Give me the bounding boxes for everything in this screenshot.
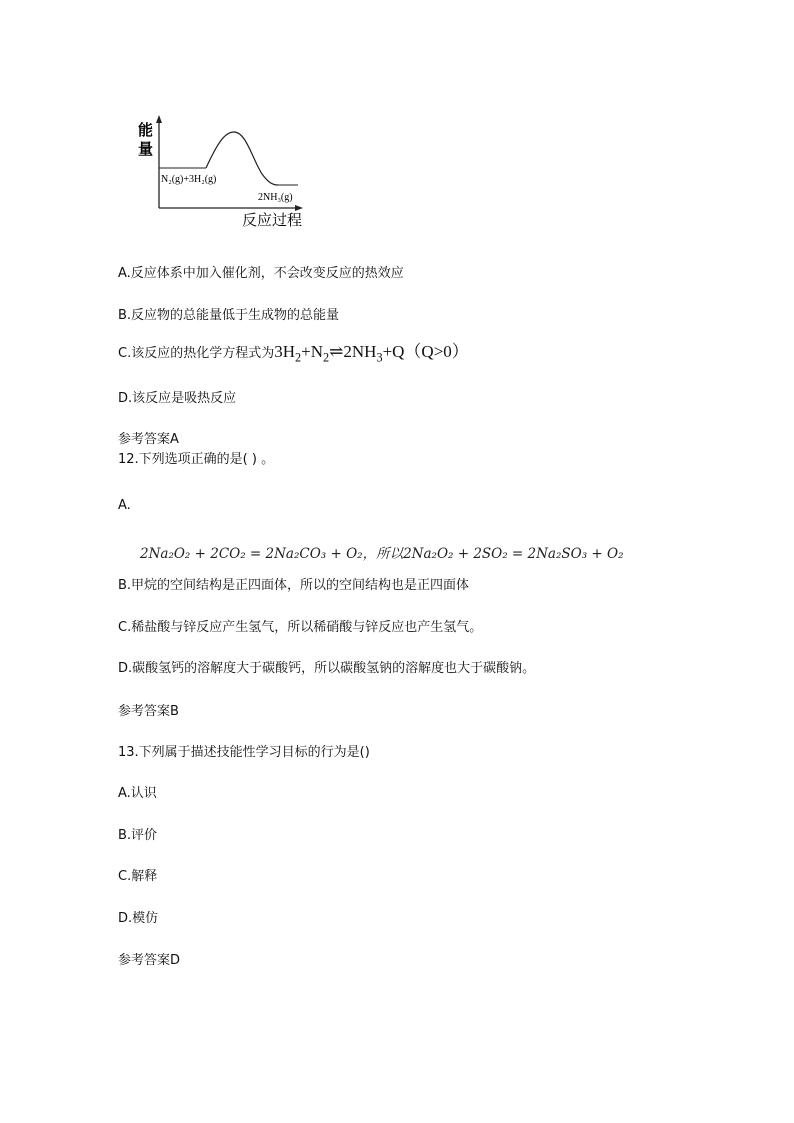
q13-answer: 参考答案D bbox=[118, 953, 181, 968]
x-axis-arrow bbox=[295, 205, 303, 211]
q12-option-a-formula bbox=[140, 542, 624, 562]
energy-diagram bbox=[130, 112, 330, 237]
q12-option-b: B.甲烷的空间结构是正四面体，所以的空间结构也是正四面体 bbox=[118, 578, 470, 593]
q12-formula-mid: ，所以 bbox=[362, 546, 404, 562]
q11-answer: 参考答案A bbox=[118, 432, 179, 447]
products-label: 2NH₃(g) bbox=[258, 192, 293, 203]
q12-option-a-label: A. bbox=[118, 498, 131, 513]
q12-option-d: D.碳酸氢钙的溶解度大于碳酸钙，所以碳酸氢钠的溶解度也大于碳酸钠。 bbox=[118, 661, 536, 676]
q13-stem: 13.下列属于描述技能性学习目标的行为是() bbox=[118, 745, 370, 760]
reactants-label: N₂(g)+3H₂(g) bbox=[161, 174, 217, 185]
q11-option-d: D.该反应是吸热反应 bbox=[118, 391, 237, 406]
q11-option-c bbox=[118, 344, 469, 365]
q12-formula-2: 2Na₂O₂ + 2SO₂ = 2Na₂SO₃ + O₂ bbox=[403, 546, 624, 562]
y-axis-label-1: 能 bbox=[138, 123, 154, 139]
q11-option-b: B.反应物的总能量低于生成物的总能量 bbox=[118, 308, 340, 323]
y-axis-label-2: 量 bbox=[138, 142, 154, 158]
energy-curve bbox=[206, 132, 278, 185]
q12-stem: 12.下列选项正确的是( ) 。 bbox=[118, 452, 275, 467]
q13-option-a: A.认识 bbox=[118, 786, 157, 801]
q11-option-c-equation: $3H_2+N_2\rightleftharpoons 2NH_3+Q(Q>0)$ bbox=[274, 342, 469, 365]
q11-option-c-prefix: C.该反应的热化学方程式为 bbox=[118, 346, 275, 361]
q13-option-d: D.模仿 bbox=[118, 911, 159, 926]
q12-option-c: C.稀盐酸与锌反应产生氢气，所以稀硝酸与锌反应也产生氢气。 bbox=[118, 620, 483, 635]
q12-formula-1: 2Na₂O₂ + 2CO₂ = 2Na₂CO₃ + O₂ bbox=[140, 546, 363, 562]
q13-option-b: B.评价 bbox=[118, 828, 158, 843]
q11-option-a: A.反应体系中加入催化剂，不会改变反应的热效应 bbox=[118, 266, 404, 281]
y-axis-arrow bbox=[156, 115, 162, 123]
q12-answer: 参考答案B bbox=[118, 704, 179, 719]
x-axis-label: 反应过程 bbox=[242, 213, 303, 229]
q13-option-c: C.解释 bbox=[118, 869, 158, 884]
